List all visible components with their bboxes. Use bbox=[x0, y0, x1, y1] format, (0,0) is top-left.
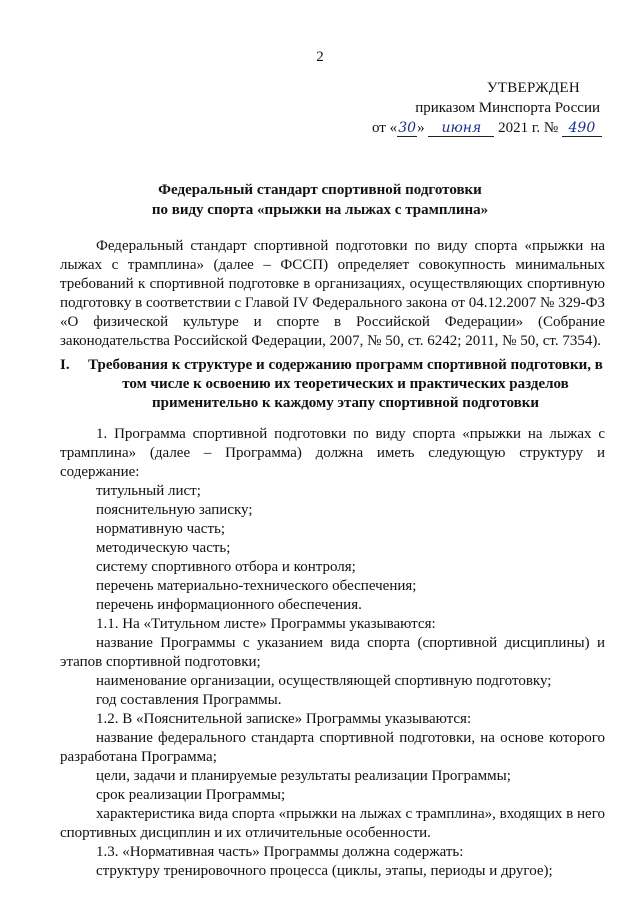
structure-item: методическую часть; bbox=[96, 540, 231, 556]
intro-text: Федеральный стандарт спортивной подготовки по виду спорта «прыжки на лыжах с трамплина» (далее – ФССП) определяет совокупность минимальных требований к спортивной подготовке в организациях, осуществляющих спортивную подготовку в соответствии с Главой IV Федерального закона от 04.12.2007 № 329-ФЗ «О физической культуре и спорте в Российской Федерации» (Собрание законодательства Российской Федерации, 2007, № 50, ст. 6242; 2011, № 50, ст. 7354). bbox=[60, 238, 605, 349]
page-number: 2 bbox=[316, 49, 324, 65]
date-mid: » bbox=[417, 120, 425, 136]
document-title bbox=[0, 180, 640, 220]
paragraph-1: 1. Программа спортивной подготовки по виду спорта «прыжки на лыжах с трамплина» (далее – Программа) должна иметь следующую структуру и содержание: bbox=[60, 426, 605, 480]
handwritten-number: 490 bbox=[562, 120, 602, 137]
title-line-2: по виду спорта «прыжки на лыжах с трамплина» bbox=[151, 202, 489, 218]
note-item: характеристика вида спорта «прыжки на лыжах с трамплина», входящих в него спортивных дисциплин и их отличительные особенности. bbox=[60, 806, 605, 841]
norm-item: структуру тренировочного процесса (циклы, этапы, периоды и другое); bbox=[96, 863, 553, 879]
intro-paragraph bbox=[60, 237, 605, 351]
title-item: год составления Программы. bbox=[96, 692, 282, 708]
note-item: название федерального стандарта спортивной подготовки, на основе которого разработана Программа; bbox=[60, 730, 605, 765]
structure-item: пояснительную записку; bbox=[96, 502, 253, 518]
paragraph-1-2: 1.2. В «Пояснительной записке» Программы указываются: bbox=[96, 711, 472, 727]
date-prefix: от « bbox=[372, 120, 398, 136]
title-item: название Программы с указанием вида спорта (спортивной дисциплины) и этапов спортивной подготовки; bbox=[60, 635, 605, 670]
paragraph-1-3: 1.3. «Нормативная часть» Программы должна содержать: bbox=[96, 844, 464, 860]
note-item: срок реализации Программы; bbox=[96, 787, 286, 803]
structure-item: перечень материально-технического обеспечения; bbox=[96, 578, 417, 594]
structure-item: перечень информационного обеспечения. bbox=[96, 597, 362, 613]
section-title: Требования к структуре и содержанию программ спортивной подготовки, в том числе к освоению их теоретических и практических разделов применительно к каждому этапу спортивной подготовки bbox=[88, 357, 603, 411]
approval-date bbox=[372, 118, 610, 138]
approval-order: приказом Минспорта России bbox=[415, 100, 600, 116]
approval-stamp bbox=[372, 78, 610, 138]
section-number: I. bbox=[60, 357, 70, 373]
paragraph-1-1: 1.1. На «Титульном листе» Программы указываются: bbox=[96, 616, 436, 632]
approval-title: УТВЕРЖДЕН bbox=[486, 80, 580, 96]
handwritten-day: 30 bbox=[398, 120, 417, 136]
handwritten-month: июня bbox=[428, 120, 494, 137]
structure-item: систему спортивного отбора и контроля; bbox=[96, 559, 356, 575]
date-year: 2021 г. № bbox=[498, 120, 559, 136]
structure-item: титульный лист; bbox=[96, 483, 201, 499]
structure-item: нормативную часть; bbox=[96, 521, 226, 537]
title-item: наименование организации, осуществляющей спортивную подготовку; bbox=[96, 673, 552, 689]
note-item: цели, задачи и планируемые результаты реализации Программы; bbox=[96, 768, 511, 784]
body-text bbox=[60, 425, 605, 881]
title-line-1: Федеральный стандарт спортивной подготовки bbox=[158, 182, 482, 198]
section-heading bbox=[60, 356, 605, 413]
